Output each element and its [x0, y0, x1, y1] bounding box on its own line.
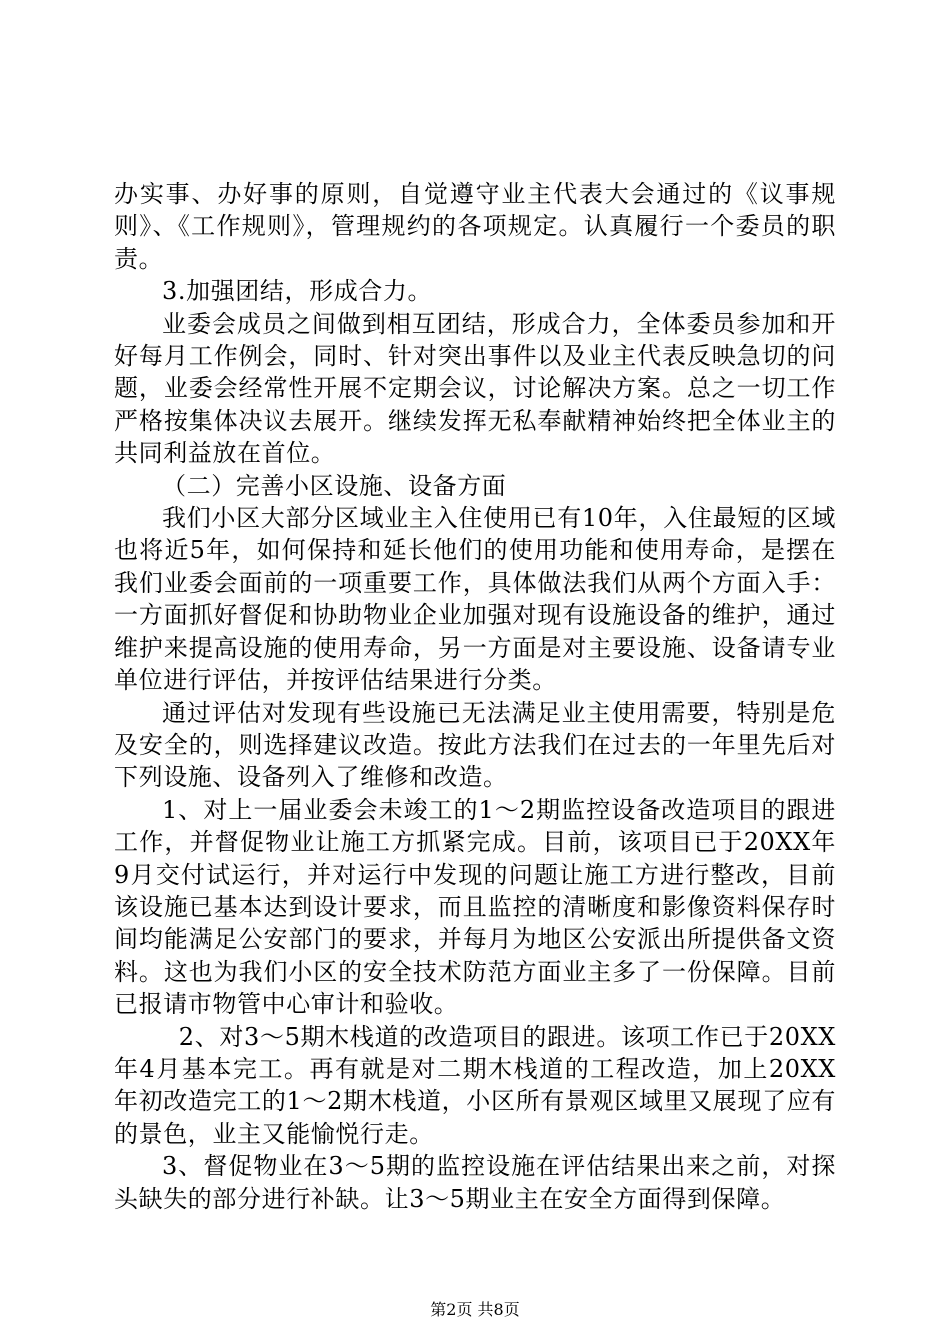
list-item-3: 3、督促物业在3～5期的监控设施在评估结果出来之前，对探头缺失的部分进行补缺。让3～5期业主在安全方面得到保障。 — [114, 1152, 836, 1213]
list-item-1: 1、对上一届业委会未竣工的1～2期监控设备改造项目的跟进工作，并督促物业让施工方抓紧完成。目前，该项目已于20XX年9月交付试运行，并对运行中发现的问题让施工方进行整改，目前该设施已基本达到设计要求，而且监控的清晰度和影像资料保存时间均能满足公安部门的要求，并每月为地区公安派出所提供备文资料。这也为我们小区的安全技术防范方面业主多了一份保障。目前已报请市物管中心审计和验收。 — [114, 795, 836, 1019]
paragraph-2: 3.加强团结，形成合力。 — [162, 277, 433, 306]
page-footer: 第2页 共8页 — [430, 1300, 520, 1319]
paragraph-1: 办实事、办好事的原则，自觉遵守业主代表大会通过的《议事规则》、《工作规则》，管理规约的各项规定。认真履行一个委员的职责。 — [114, 180, 836, 273]
paragraph-5: 我们小区大部分区域业主入住使用已有10年，入住最短的区域也将近5年，如何保持和延长他们的使用功能和使用寿命，是摆在我们业委会面前的一项重要工作，具体做法我们从两个方面入手：一方面抓好督促和协助物业企业加强对现有设施设备的维护，通过维护来提高设施的使用寿命，另一方面是对主要设施、设备请专业单位进行评估，并按评估结果进行分类。 — [114, 504, 836, 695]
paragraph-3: 业委会成员之间做到相互团结，形成合力，全体委员参加和开好每月工作例会，同时、针对突出事件以及业主代表反映急切的问题，业委会经常性开展不定期会议，讨论解决方案。总之一切工作严格按集体决议去展开。继续发挥无私奉献精神始终把全体业主的共同利益放在首位。 — [114, 309, 836, 468]
list-item-2: 2、对3～5期木栈道的改造项目的跟进。该项工作已于20XX年4月基本完工。再有就是对二期木栈道的工程改造，加上20XX年初改造完工的1～2期木栈道，小区所有景观区域里又展现了应有的景色，业主又能愉悦行走。 — [114, 1022, 836, 1148]
paragraph-6: 通过评估对发现有些设施已无法满足业主使用需要，特别是危及安全的，则选择建议改造。按此方法我们在过去的一年里先后对下列设施、设备列入了维修和改造。 — [114, 698, 836, 792]
section-heading: （二）完善小区设施、设备方面 — [162, 471, 507, 500]
document-body — [114, 178, 836, 1215]
